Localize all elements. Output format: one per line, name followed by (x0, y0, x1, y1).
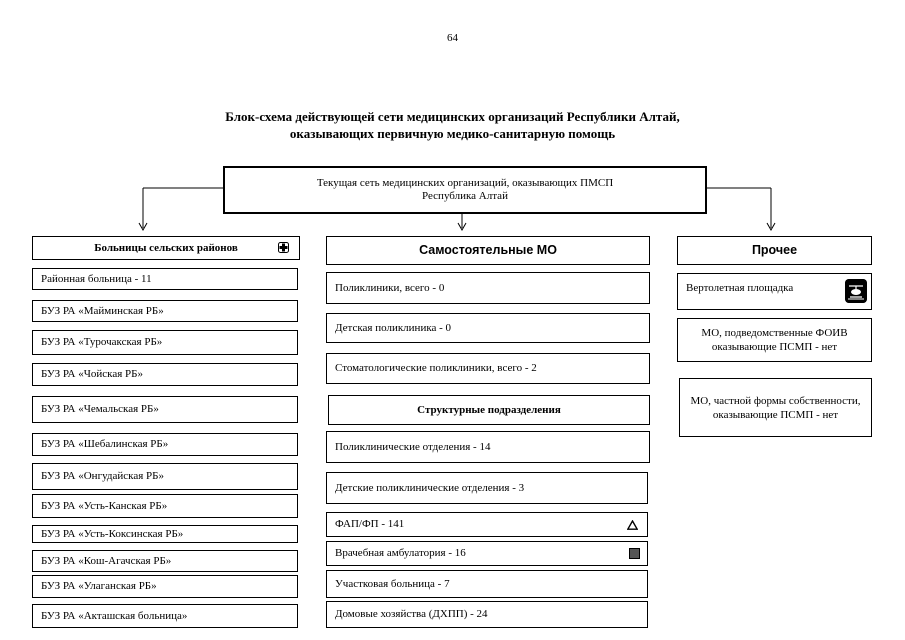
col2-sub-item-ambulatory (326, 541, 648, 566)
col1-item: БУЗ РА «Онгудайская РБ» (32, 463, 298, 490)
col2-sub-item: Поликлинические отделения - 14 (326, 431, 650, 463)
col2-sub-header: Структурные подразделения (328, 395, 650, 425)
col1-header-label: Больницы сельских районов (94, 241, 238, 254)
col1-item: БУЗ РА «Кош-Агачская РБ» (32, 550, 298, 572)
col2-header: Самостоятельные МО (326, 236, 650, 265)
title-line-1: Блок-схема действующей сети медицинских организаций Республики Алтай, (225, 109, 680, 124)
diagram-title (100, 108, 805, 142)
col1-item: Районная больница - 11 (32, 268, 298, 290)
col1-item: БУЗ РА «Чойская РБ» (32, 363, 298, 386)
col1-item: БУЗ РА «Акташская больница» (32, 604, 298, 628)
col2-sub-item-fap (326, 512, 648, 537)
col2-sub-item: Домовые хозяйства (ДХПП) - 24 (326, 601, 648, 628)
col3-header: Прочее (677, 236, 872, 265)
page-number: 64 (447, 32, 458, 44)
root-line-2: Республика Алтай (422, 190, 508, 202)
col2-sub-item: Детские поликлинические отделения - 3 (326, 472, 648, 504)
title-line-2: оказывающих первичную медико-санитарную помощь (289, 126, 616, 141)
col3-item-heliport (677, 273, 872, 310)
root-line-1: Текущая сеть медицинских организаций, оказывающих ПМСП (316, 177, 614, 189)
col1-item: БУЗ РА «Улаганская РБ» (32, 575, 298, 598)
square-icon (629, 548, 640, 559)
col1-item: БУЗ РА «Усть-Канская РБ» (32, 494, 298, 518)
root-node (223, 166, 707, 214)
col2-item: Стоматологические поликлиники, всего - 2 (326, 353, 650, 384)
col3-item: МО, подведомственные ФОИВ оказывающие ПСМП - нет (677, 318, 872, 362)
col3-item: МО, частной формы собственности, оказывающие ПСМП - нет (679, 378, 872, 437)
col1-item: БУЗ РА «Майминская РБ» (32, 300, 298, 322)
triangle-icon (627, 520, 638, 530)
col1-item: БУЗ РА «Шебалинская РБ» (32, 433, 298, 456)
cross-icon (278, 242, 289, 253)
col2-sub-item: Участковая больница - 7 (326, 570, 648, 598)
col1-item: БУЗ РА «Усть-Коксинская РБ» (32, 525, 298, 543)
ambulatory-label: Врачебная амбулатория - 16 (335, 547, 466, 559)
helicopter-icon (845, 279, 867, 303)
col2-item: Поликлиники, всего - 0 (326, 272, 650, 304)
col2-item: Детская поликлиника - 0 (326, 313, 650, 343)
heliport-label: Вертолетная площадка (686, 282, 794, 294)
col1-item: БУЗ РА «Чемальская РБ» (32, 396, 298, 423)
col1-item: БУЗ РА «Турочакская РБ» (32, 330, 298, 355)
fap-label: ФАП/ФП - 141 (335, 518, 405, 530)
col1-header (32, 236, 300, 260)
